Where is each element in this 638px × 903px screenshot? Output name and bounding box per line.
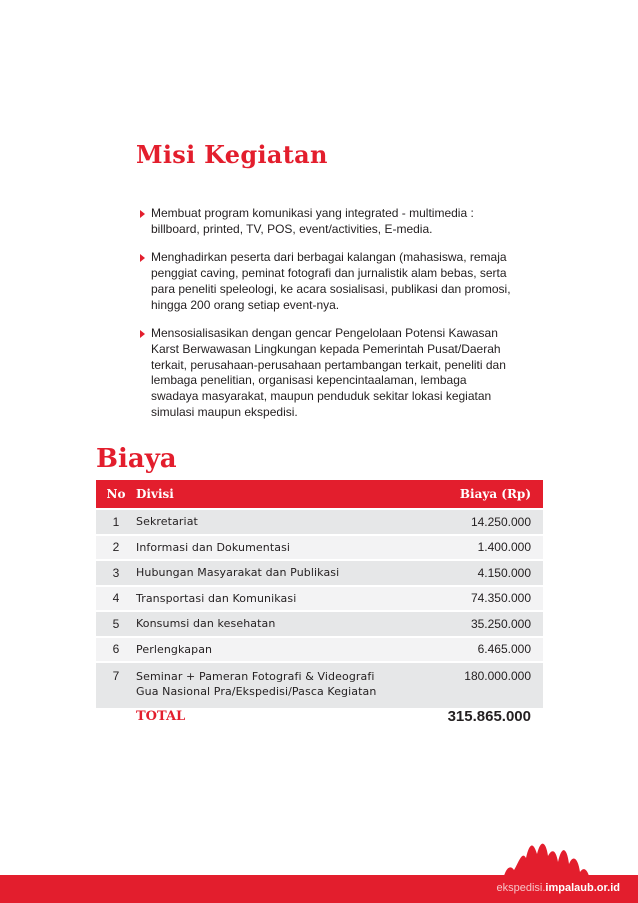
row-biaya: 180.000.000	[464, 669, 531, 683]
table-row	[96, 534, 543, 560]
header-biaya: Biaya (Rp)	[459, 487, 531, 501]
total-row	[96, 704, 543, 728]
misi-item-text: Membuat program komunikasi yang integrated - multimedia : billboard, printed, TV, POS, event/activities, E-media.	[151, 206, 474, 236]
row-divisi: Sekretariat	[136, 515, 198, 529]
row-no: 4	[112, 591, 120, 606]
row-no: 5	[112, 616, 120, 631]
row-no: 3	[112, 565, 120, 580]
row-biaya: 6.465.000	[477, 642, 531, 657]
misi-title: Misi Kegiatan	[136, 140, 328, 169]
row-divisi: Konsumsi dan kesehatan	[136, 617, 276, 631]
row-divisi: Informasi dan Dokumentasi	[136, 540, 291, 554]
footer-url-prefix: ekspedisi.	[496, 882, 546, 894]
table-row	[96, 661, 543, 708]
table-header	[96, 480, 543, 508]
row-divisi: Perlengkapan	[136, 642, 213, 656]
misi-item-text: Menghadirkan peserta dari berbagai kalangan (mahasiswa, remaja penggiat caving, peminat fotografi dan jurnalistik alam bebas, serta para peneliti speleologi, ke acara sosialisasi, publikasi dan promosi, hingga 200 orang setiap event-nya.	[151, 250, 511, 312]
header-divisi: Divisi	[136, 487, 174, 501]
triangle-bullet-icon	[140, 330, 145, 338]
row-biaya: 14.250.000	[470, 514, 531, 529]
row-biaya: 1.400.000	[477, 540, 531, 555]
table-row	[96, 508, 543, 534]
misi-item	[136, 326, 516, 420]
row-divisi: Transportasi dan Komunikasi	[136, 591, 297, 605]
misi-list	[136, 206, 516, 433]
table-row	[96, 559, 543, 585]
table-row	[96, 610, 543, 636]
footer-url-link[interactable]	[497, 882, 621, 894]
row-no: 2	[112, 540, 120, 555]
table-row	[96, 636, 543, 662]
row-biaya: 74.350.000	[470, 591, 531, 606]
row-divisi: Hubungan Masyarakat dan Publikasi	[136, 566, 340, 580]
total-value: 315.865.000	[447, 707, 531, 725]
header-no: No	[106, 487, 126, 501]
misi-item	[136, 206, 516, 237]
row-biaya: 35.250.000	[470, 616, 531, 631]
triangle-bullet-icon	[140, 254, 145, 262]
row-biaya: 4.150.000	[477, 565, 531, 580]
cost-table	[96, 480, 543, 708]
row-no: 1	[112, 514, 120, 529]
misi-item-text: Mensosialisasikan dengan gencar Pengelolaan Potensi Kawasan Karst Berwawasan Lingkungan kepada Pemerintah Pusat/Daerah terkait, perusahaan-perusahaan pertambangan terkait, peneliti dan lembaga penelitian, organisasi kepencintaalaman, lembaga swadaya masyarakat, maupun penduduk sekitar lokasi kegiatan simulasi maupun ekspedisi.	[151, 326, 506, 419]
table-row	[96, 585, 543, 611]
misi-item	[136, 250, 516, 313]
row-no: 6	[112, 642, 120, 657]
footer-url-main: impalaub.or.id	[545, 882, 620, 894]
row-divisi: Seminar + Pameran Fotografi & Videografi Gua Nasional Pra/Ekspedisi/Pasca Kegiatan	[136, 670, 377, 698]
total-label: TOTAL	[136, 708, 186, 724]
biaya-title: Biaya	[96, 444, 177, 474]
row-no: 7	[112, 669, 120, 683]
triangle-bullet-icon	[140, 210, 145, 218]
